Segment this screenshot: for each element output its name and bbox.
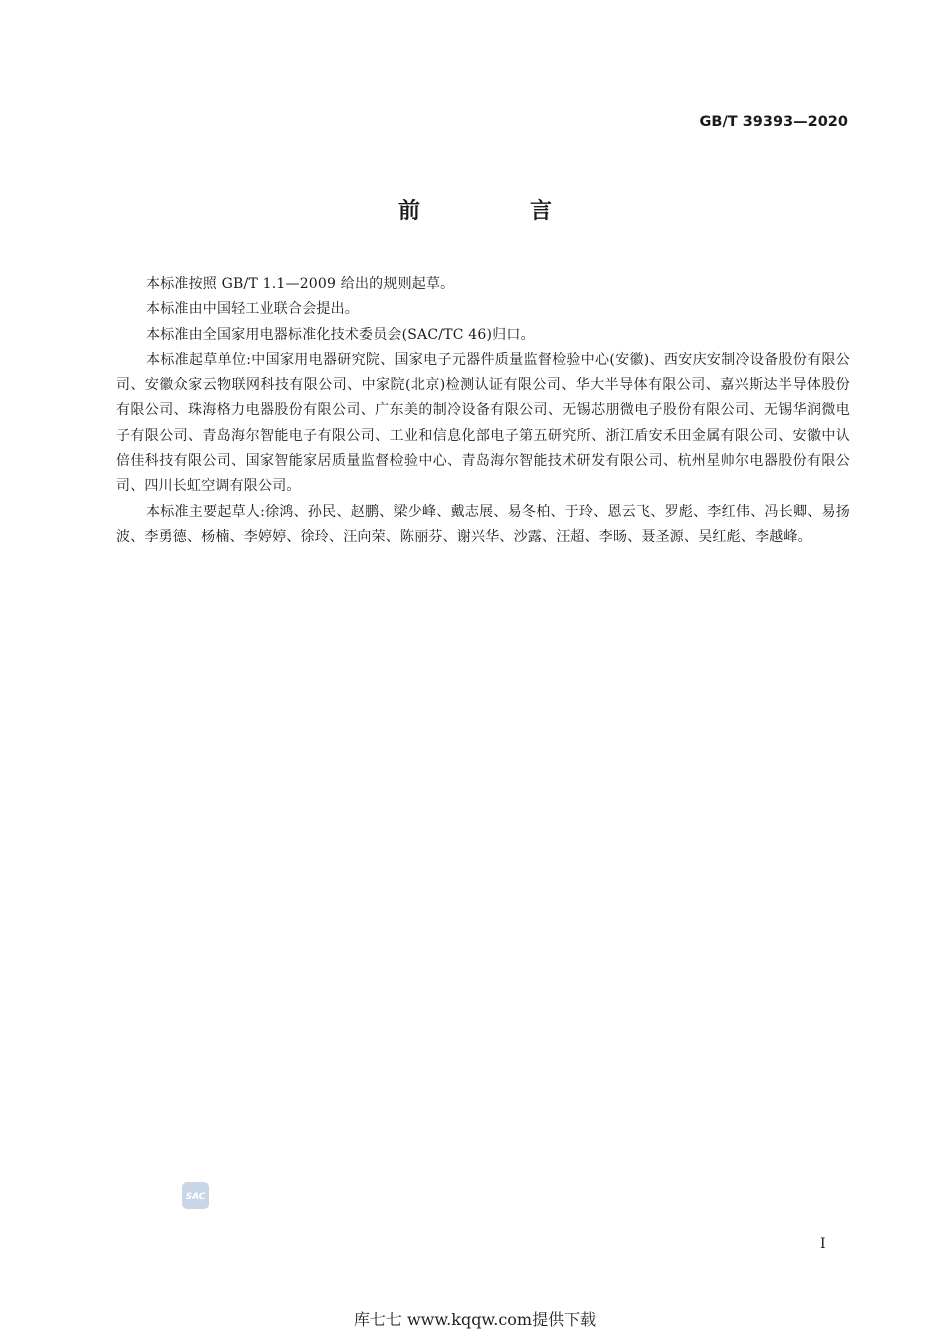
page-number: I xyxy=(820,1236,826,1252)
sac-logo-icon xyxy=(182,1182,209,1209)
footer-download-note: 库七七 www.kqqw.com提供下载 xyxy=(353,1310,597,1329)
sac-logo-text: SAC xyxy=(185,1192,206,1202)
paragraph-administrator: 本标准由全国家用电器标准化技术委员会(SAC/TC 46)归口。 xyxy=(146,326,535,343)
standard-code: GB/T 39393—2020 xyxy=(699,114,848,130)
paragraph-drafting-rules: 本标准按照 GB/T 1.1—2009 给出的规则起草。 xyxy=(146,276,455,292)
paragraph-drafters: 本标准主要起草人:徐鸿、孙民、赵鹏、梁少峰、戴志展、易冬柏、于玲、恩云飞、罗彪、李红伟、冯长卿、易扬波、李勇德、杨楠、李婷婷、徐玲、汪向荣、陈丽芬、谢兴华、沙露、汪超、李旸、聂圣源、吴红彪、李越峰。 xyxy=(116,503,850,545)
foreword-body xyxy=(116,272,850,550)
paragraph-proposer: 本标准由中国轻工业联合会提出。 xyxy=(146,301,359,318)
paragraph-drafting-units: 本标准起草单位:中国家用电器研究院、国家电子元器件质量监督检验中心(安徽)、西安庆安制冷设备股份有限公司、安徽众家云物联网科技有限公司、中家院(北京)检测认证有限公司、华大半导体有限公司、嘉兴斯达半导体股份有限公司、珠海格力电器股份有限公司、广东美的制冷设备有限公司、无锡芯朋微电子股份有限公司、无锡华润微电子有限公司、青岛海尔智能电子有限公司、工业和信息化部电子第五研究所、浙江盾安禾田金属有限公司、安徽中认倍佳科技有限公司、国家智能家居质量监督检验中心、青岛海尔智能技术研发有限公司、杭州星帅尔电器股份有限公司、四川长虹空调有限公司。 xyxy=(116,351,850,495)
page-title: 前 言 xyxy=(397,199,596,224)
